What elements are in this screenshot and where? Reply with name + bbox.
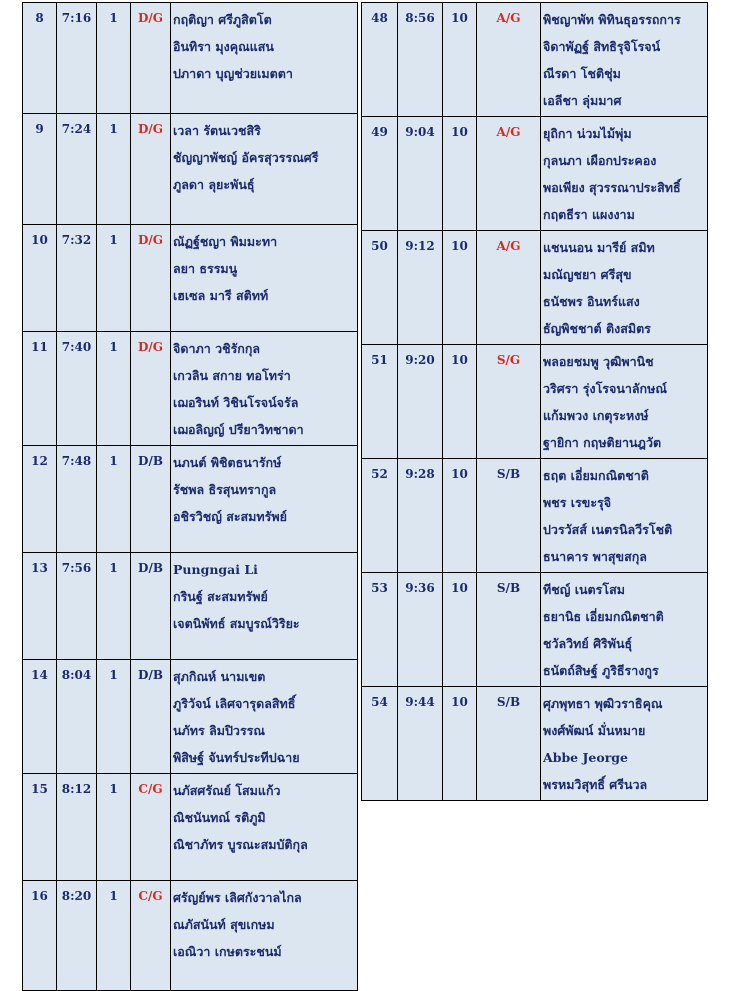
starting-hole: 1 (97, 660, 131, 774)
player-name: นภัสศรัณย์ โสมแก้ว (173, 783, 281, 798)
player-name: ทีชญ์ เนตรโสม (543, 582, 625, 597)
group-row (362, 573, 708, 687)
player-name: ปวรวัสส์ เนตรนิลวีรโชติ (543, 522, 673, 537)
player-list (171, 225, 358, 332)
starting-hole: 1 (97, 114, 131, 225)
player-name: Abbe Jeorge (543, 750, 628, 765)
player-name: เฌอลิญญ์ ปรียาวิทชาดา (173, 422, 304, 437)
tee-code: C/G (131, 774, 171, 881)
tee-code: D/G (131, 114, 171, 225)
player-name: ภูลดา ลุยะพันธุ์ (173, 177, 255, 192)
starting-hole: 10 (443, 687, 477, 801)
group-row (23, 114, 358, 225)
player-name: จิดาภา วชิรักกุล (173, 341, 261, 356)
tee-code: D/B (131, 553, 171, 660)
group-number: 8 (23, 3, 57, 114)
group-number: 13 (23, 553, 57, 660)
starting-hole: 1 (97, 446, 131, 553)
player-name: รัชพล ธิรสุนทรากูล (173, 482, 277, 497)
player-name: เกวลิน สกาย ทอโทร่า (173, 368, 291, 383)
player-name: นภัทร ลิมปิวรรณ (173, 723, 265, 738)
group-row (23, 774, 358, 881)
player-name: พิชญาพัท พิทินธุอรรถการ (543, 12, 681, 27)
player-name: ธนัตถ์สิษฐ์ ภูริธีรางกูร (543, 663, 659, 678)
player-name: ธนัชพร อินทร์แสง (543, 294, 640, 309)
tee-time: 7:32 (57, 225, 97, 332)
player-list (541, 117, 708, 231)
group-number: 12 (23, 446, 57, 553)
player-list (541, 3, 708, 117)
starting-hole: 10 (443, 3, 477, 117)
starting-hole: 1 (97, 774, 131, 881)
group-number: 9 (23, 114, 57, 225)
player-name: ยุถิกา น่วมไม้พุ่ม (543, 126, 632, 141)
player-name: ธฤต เอี่ยมกณิตชาติ (543, 468, 649, 483)
player-list (171, 660, 358, 774)
player-name: พอเพียง สุวรรณาประสิทธิ์ (543, 180, 681, 195)
player-list (171, 774, 358, 881)
group-row (23, 660, 358, 774)
player-name: ศรัญย์พร เลิศกังวาลไกล (173, 890, 302, 905)
tee-time: 9:44 (398, 687, 443, 801)
group-row (23, 881, 358, 991)
player-name: ภูริวัจน์ เลิศจารุดลสิทธิ์ (173, 696, 296, 711)
group-number: 51 (362, 345, 398, 459)
player-name: เจตนิพัทธ์ สมบูรณ์วิริยะ (173, 616, 300, 631)
tee-code: A/G (477, 117, 541, 231)
tee-time: 9:12 (398, 231, 443, 345)
tee-code: D/B (131, 446, 171, 553)
player-name: อินทิรา มุงคุณแสน (173, 39, 274, 54)
player-name: พงศ์พัฒน์ มั่นหมาย (543, 723, 646, 738)
tee-code: S/B (477, 687, 541, 801)
starting-hole: 1 (97, 332, 131, 446)
tee-code: D/G (131, 3, 171, 114)
player-name: ธัญพิชชาต์ ติงสมิตร (543, 321, 651, 336)
tee-code: S/B (477, 573, 541, 687)
player-name: กุลนภา เผือกประคอง (543, 153, 657, 168)
tee-code: A/G (477, 3, 541, 117)
tee-code: D/G (131, 225, 171, 332)
player-name: ณิชาภัทร บูรณะสมบัติกุล (173, 837, 308, 852)
starting-hole: 10 (443, 345, 477, 459)
player-list (171, 553, 358, 660)
group-number: 53 (362, 573, 398, 687)
tee-code: D/B (131, 660, 171, 774)
player-list (541, 231, 708, 345)
player-name: ธนาคาร พาสุขสกุล (543, 549, 647, 564)
group-row (362, 345, 708, 459)
group-row (362, 117, 708, 231)
group-number: 15 (23, 774, 57, 881)
player-name: ณิชนันทณ์ รติภูมิ (173, 810, 266, 825)
player-name: จิดาพัฏฐ์ สิทธิรุจิโรจน์ (543, 39, 661, 54)
group-row (362, 687, 708, 801)
tee-time: 7:24 (57, 114, 97, 225)
player-name: ชวัลวิทย์ ศิริพันธุ์ (543, 636, 633, 651)
group-number: 48 (362, 3, 398, 117)
player-name: กฤตธีรา แผงงาม (543, 207, 635, 222)
group-row (362, 459, 708, 573)
tee-time: 9:20 (398, 345, 443, 459)
player-name: พชร เรขะรุจิ (543, 495, 612, 510)
group-row (23, 225, 358, 332)
group-number: 14 (23, 660, 57, 774)
player-name: วริศรา รุ่งโรจนาลักษณ์ (543, 381, 667, 396)
tee-time: 7:48 (57, 446, 97, 553)
player-name: พิสิษฐ์ จันทร์ประทีปฉาย (173, 750, 300, 765)
group-number: 11 (23, 332, 57, 446)
player-list (171, 446, 358, 553)
group-row (23, 553, 358, 660)
player-name: ณัฏฐ์ชญา พิมมะทา (173, 234, 278, 249)
starting-hole: 10 (443, 573, 477, 687)
player-name: นภนต์ พิชิตธนารักษ์ (173, 455, 282, 470)
player-name: ธยานิธ เอี่ยมกณิตชาติ (543, 609, 664, 624)
group-number: 49 (362, 117, 398, 231)
player-name: เอณิวา เกษตระชนม์ (173, 944, 282, 959)
player-name: Pungngai Li (173, 562, 258, 577)
player-name: มณัญชยา ศรีสุข (543, 267, 632, 282)
player-name: แชนนอน มารีย์ สมิท (543, 240, 655, 255)
player-list (171, 3, 358, 114)
starting-hole: 10 (443, 117, 477, 231)
player-name: พรหมวิสุทธิ์ ศรีนวล (543, 777, 648, 792)
group-number: 52 (362, 459, 398, 573)
player-name: กฤติญา ศรีภูสิตโต (173, 12, 272, 27)
tee-time: 8:20 (57, 881, 97, 991)
tee-time: 8:04 (57, 660, 97, 774)
group-row (23, 446, 358, 553)
player-name: ณภัสนันท์ สุขเกษม (173, 917, 275, 932)
player-list (171, 332, 358, 446)
tee-time-table-right (361, 2, 708, 801)
starting-hole: 10 (443, 459, 477, 573)
player-list (541, 459, 708, 573)
group-row (23, 332, 358, 446)
player-list (541, 573, 708, 687)
player-name: อชิรวิชญ์ สะสมทรัพย์ (173, 509, 287, 524)
player-name: สุภกิณห์ นามเขต (173, 669, 266, 684)
tee-code: S/G (477, 345, 541, 459)
tee-code: S/B (477, 459, 541, 573)
tee-code: C/G (131, 881, 171, 991)
group-number: 10 (23, 225, 57, 332)
player-name: เฮเซล มารี สติทท์ (173, 288, 269, 303)
player-list (541, 345, 708, 459)
player-list (171, 881, 358, 991)
group-number: 16 (23, 881, 57, 991)
starting-hole: 1 (97, 553, 131, 660)
tee-time-table-left (22, 2, 358, 991)
tee-time: 9:04 (398, 117, 443, 231)
player-name: เอลีชา ลุ่มมาศ (543, 93, 622, 108)
group-row (362, 231, 708, 345)
player-name: แก้มพวง เกตุระหงษ์ (543, 408, 649, 423)
player-name: ศุภพุทธา พุฒิวราธิคุณ (543, 696, 663, 711)
tee-time: 7:56 (57, 553, 97, 660)
tee-time: 9:36 (398, 573, 443, 687)
tee-code: A/G (477, 231, 541, 345)
player-list (541, 687, 708, 801)
player-name: กรินฐ์ สะสมทรัพย์ (173, 589, 268, 604)
player-name: ณีรดา โชติชุ่ม (543, 66, 621, 81)
tee-time: 9:28 (398, 459, 443, 573)
starting-hole: 1 (97, 225, 131, 332)
group-row (23, 3, 358, 114)
player-name: ลยา ธรรมนู (173, 261, 238, 276)
group-number: 54 (362, 687, 398, 801)
tee-time: 7:16 (57, 3, 97, 114)
tee-time: 8:56 (398, 3, 443, 117)
starting-hole: 1 (97, 881, 131, 991)
tee-time: 7:40 (57, 332, 97, 446)
tee-code: D/G (131, 332, 171, 446)
tee-time: 8:12 (57, 774, 97, 881)
player-list (171, 114, 358, 225)
group-number: 50 (362, 231, 398, 345)
player-name: ปภาดา บุญช่วยเมตตา (173, 66, 293, 81)
player-name: เฌอรินท์ วิชินโรจน์จรัล (173, 395, 299, 410)
group-row (362, 3, 708, 117)
player-name: เวลา รัตนเวชสิริ (173, 123, 261, 138)
player-name: ฐายิกา กฤษติยานฎวัต (543, 435, 662, 450)
player-name: พลอยชมพู วุฒิพานิช (543, 354, 654, 369)
starting-hole: 10 (443, 231, 477, 345)
starting-hole: 1 (97, 3, 131, 114)
player-name: ชัญญาพัชญ์ อัครสุวรรณศรี (173, 150, 319, 165)
